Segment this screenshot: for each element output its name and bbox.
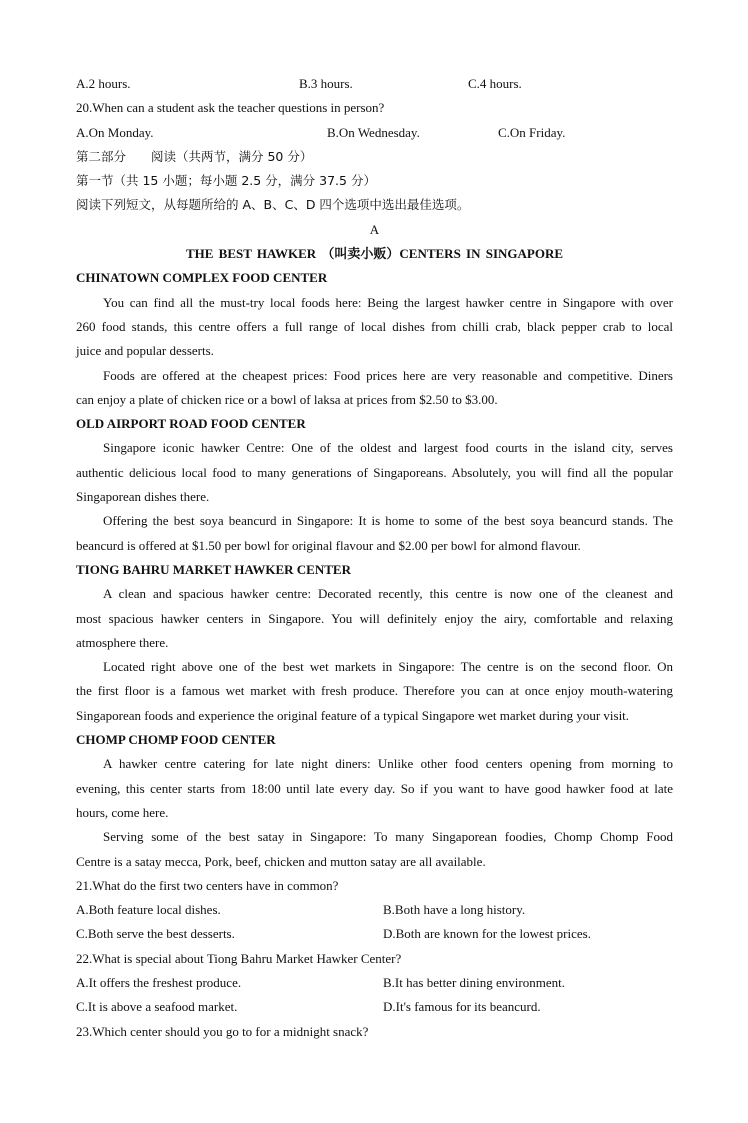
q21-question: 21.What do the first two centers have in common? bbox=[76, 877, 339, 893]
text-line: hours, come here. bbox=[76, 804, 169, 820]
q22-option-d[interactable]: D.It's famous for its beancurd. bbox=[383, 999, 541, 1015]
text-line: evening, this center starts from 18:00 until late every day. So if you want to have good hawker food at late bbox=[76, 780, 673, 796]
text-line: Singapore iconic hawker Centre: One of the oldest and largest food courts in the island city, serves bbox=[103, 440, 673, 456]
text-line: beancurd is offered at $1.50 per bowl for original flavour and $2.00 per bowl for almond flavour. bbox=[76, 537, 581, 553]
text-line: the first floor is a famous wet market with fresh produce. Therefore you can at once enjoy mouth-watering bbox=[76, 683, 673, 699]
text-line: Centre is a satay mecca, Pork, beef, chicken and mutton satay are all available. bbox=[76, 853, 486, 869]
q21-option-b[interactable]: B.Both have a long history. bbox=[383, 902, 526, 918]
q20-option-b[interactable]: B.On Wednesday. bbox=[327, 124, 420, 140]
q21-option-d[interactable]: D.Both are known for the lowest prices. bbox=[383, 926, 591, 942]
text-line: Serving some of the best satay in Singapore: To many Singaporean foodies, Chomp Chomp Food bbox=[103, 829, 673, 845]
q19-options bbox=[76, 72, 673, 96]
q20-question: 20.When can a student ask the teacher questions in person? bbox=[76, 100, 385, 116]
q20-option-c[interactable]: C.On Friday. bbox=[498, 124, 566, 140]
center-heading: CHINATOWN COMPLEX FOOD CENTER bbox=[76, 270, 328, 286]
text-line: can enjoy a plate of chicken rice or a bowl of laksa at prices from $2.50 to $3.00. bbox=[76, 391, 498, 407]
text-line: Singaporean dishes there. bbox=[76, 489, 210, 505]
q19-option-c[interactable]: C.4 hours. bbox=[468, 76, 522, 91]
text-line: Foods are offered at the cheapest prices: Food prices here are very reasonable and competitive. Diners bbox=[103, 367, 673, 383]
text-line: juice and popular desserts. bbox=[76, 343, 214, 359]
text-line: most spacious hawker centers in Singapore. You will definitely enjoy the airy, comfortable and relaxing bbox=[76, 610, 673, 626]
q20-option-a[interactable]: A.On Monday. bbox=[76, 124, 154, 140]
q22-options-row1 bbox=[76, 971, 673, 995]
q21-option-a[interactable]: A.Both feature local dishes. bbox=[76, 902, 221, 918]
part2-heading: 第二部分 阅读（共两节，满分 50 分） bbox=[76, 148, 313, 164]
reading-instruction: 阅读下列短文，从每题所给的 A、B、C、D 四个选项中选出最佳选项。 bbox=[76, 197, 470, 213]
q23-question: 23.Which center should you go to for a midnight snack? bbox=[76, 1023, 369, 1039]
text-line: A hawker centre catering for late night diners: Unlike other food centers opening from morning to bbox=[103, 756, 673, 772]
q19-option-a[interactable]: A.2 hours. bbox=[76, 76, 131, 91]
passage-title: THE BEST HAWKER （叫卖小贩）CENTERS IN SINGAPORE bbox=[185, 246, 564, 262]
q21-options-row2 bbox=[76, 922, 673, 946]
q21-option-c[interactable]: C.Both serve the best desserts. bbox=[76, 926, 235, 942]
q22-question: 22.What is special about Tiong Bahru Market Hawker Center? bbox=[76, 950, 402, 966]
q22-option-b[interactable]: B.It has better dining environment. bbox=[383, 974, 565, 990]
text-line: Located right above one of the best wet markets in Singapore: The centre is on the second floor. On bbox=[103, 659, 673, 675]
center-heading: OLD AIRPORT ROAD FOOD CENTER bbox=[76, 416, 306, 432]
text-line: authentic delicious local food to many generations of Singaporeans. Absolutely, you will find all the popular bbox=[76, 464, 673, 480]
text-line: atmosphere there. bbox=[76, 634, 169, 650]
center-heading: TIONG BAHRU MARKET HAWKER CENTER bbox=[76, 561, 351, 577]
text-line: A clean and spacious hawker centre: Decorated recently, this centre is now one of the cleanest and bbox=[103, 586, 673, 602]
text-line: You can find all the must-try local foods here: Being the largest hawker centre in Singapore with over bbox=[103, 294, 673, 310]
q21-options-row1 bbox=[76, 898, 673, 922]
text-line: Singaporean foods and experience the original feature of a typical Singapore wet market during your visit. bbox=[76, 707, 630, 723]
q22-option-c[interactable]: C.It is above a seafood market. bbox=[76, 999, 238, 1015]
q22-option-a[interactable]: A.It offers the freshest produce. bbox=[76, 974, 242, 990]
exam-page bbox=[76, 72, 673, 1044]
text-line: 260 food stands, this centre offers a full range of local dishes from chilli crab, black pepper crab to local bbox=[76, 318, 673, 334]
text-line: Offering the best soya beancurd in Singapore: It is home to some of the best soya beancurd stands. The bbox=[103, 513, 673, 529]
q20-options bbox=[76, 121, 673, 145]
passage-letter: A bbox=[369, 221, 380, 237]
q19-option-b[interactable]: B.3 hours. bbox=[299, 76, 353, 91]
center-heading: CHOMP CHOMP FOOD CENTER bbox=[76, 732, 276, 748]
section1-heading: 第一节（共 15 小题；每小题 2.5 分，满分 37.5 分） bbox=[76, 173, 376, 189]
q22-options-row2 bbox=[76, 995, 673, 1019]
